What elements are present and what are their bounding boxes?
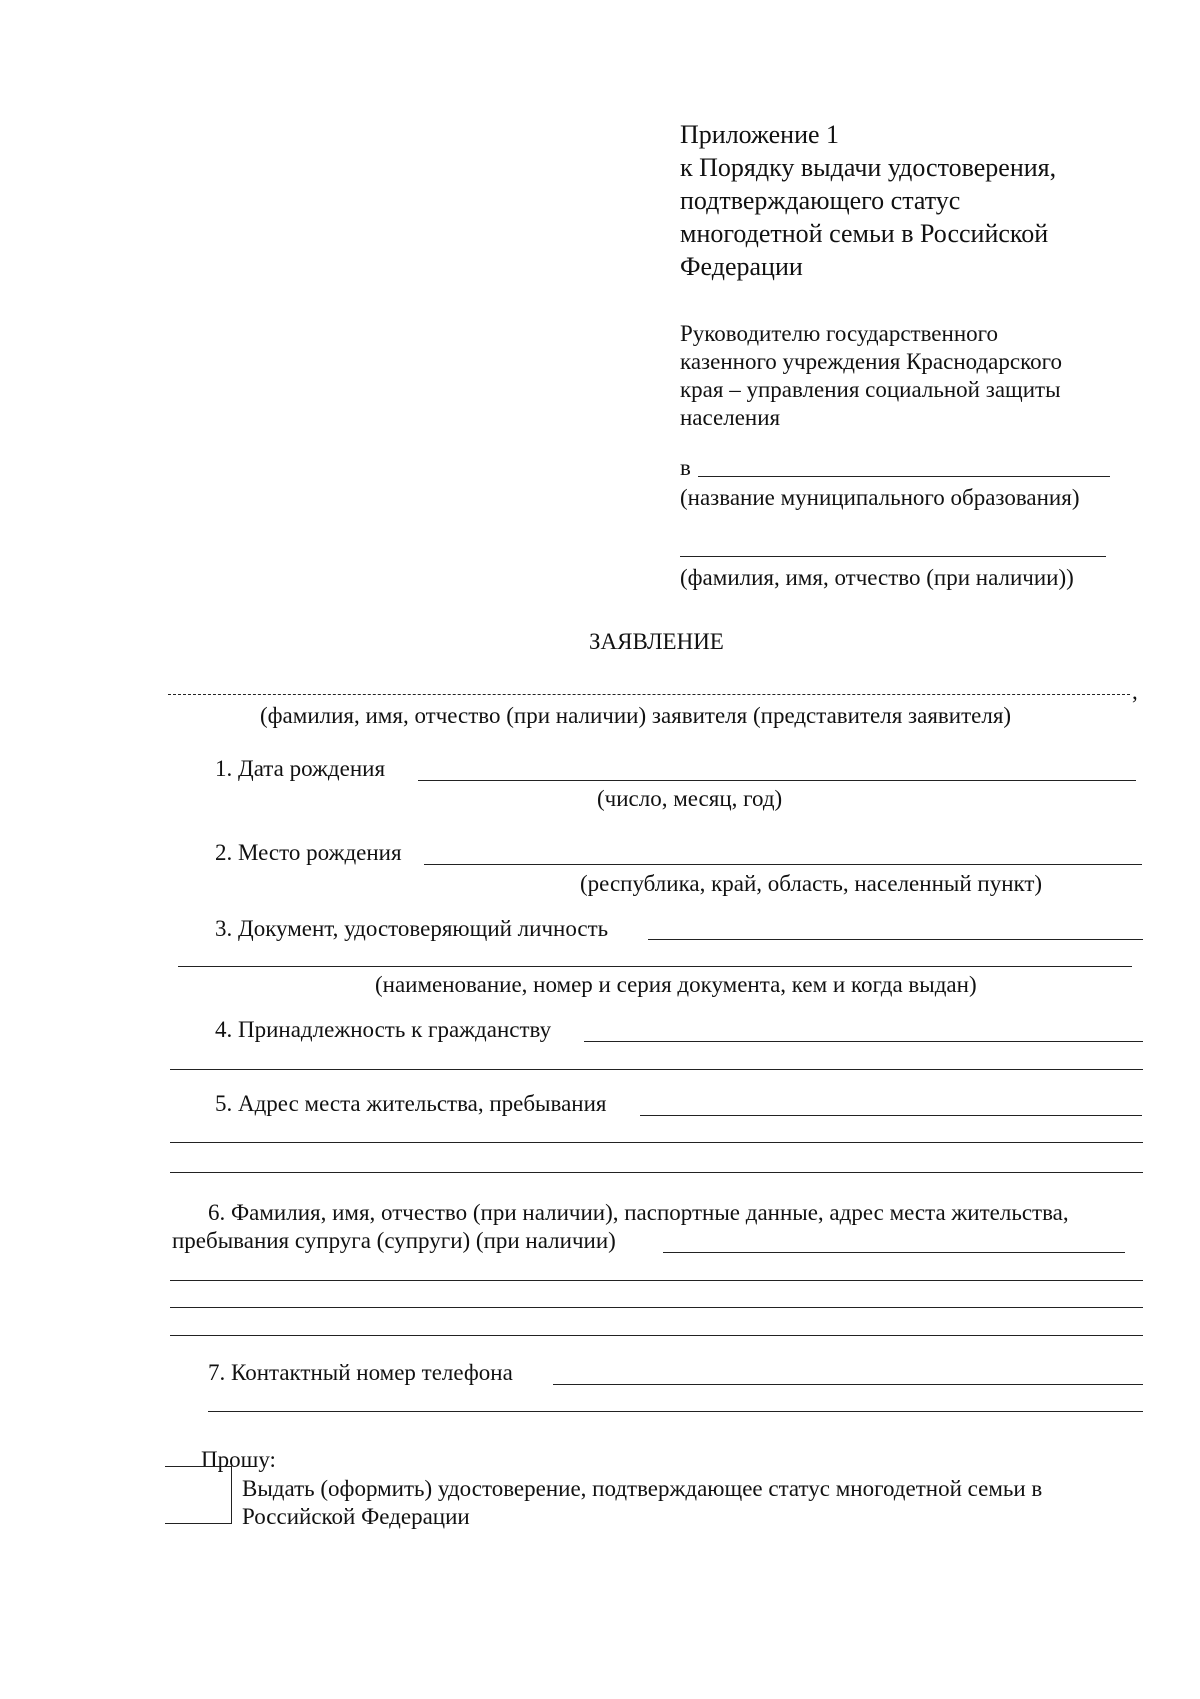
spouse-label-line2: пребывания супруга (супруги) (при наличии) [172,1228,616,1253]
spouse-label-line1: 6. Фамилия, имя, отчество (при наличии), паспортные данные, адрес места жительства, [208,1200,1069,1225]
appendix-line: к Порядку выдачи удостоверения, [680,153,1057,182]
birth-date-field-line[interactable] [418,780,1136,781]
appendix-line: подтверждающего статус [680,186,961,215]
applicant-name-field-line[interactable] [168,694,1130,695]
addressee-name-caption: (фамилия, имя, отчество (при наличии)) [680,565,1074,590]
applicant-caption: (фамилия, имя, отчество (при наличии) заявителя (представителя заявителя) [260,703,1012,728]
address-label: 5. Адрес места жительства, пребывания [215,1091,607,1116]
addressee-line: казенного учреждения Краснодарского [680,349,1062,374]
id-document-field-line-2[interactable] [178,966,1132,967]
spouse-field-line[interactable] [663,1252,1125,1253]
address-field-line[interactable] [640,1115,1142,1116]
birth-date-caption: (число, месяц, год) [597,786,783,811]
comma: , [1132,679,1138,704]
document-title: ЗАЯВЛЕНИЕ [589,629,724,654]
birth-place-caption: (республика, край, область, населенный пункт) [580,871,1043,896]
id-document-caption: (наименование, номер и серия документа, кем и когда выдан) [375,972,977,997]
municipality-field-line[interactable] [698,476,1110,477]
id-document-label: 3. Документ, удостоверяющий личность [215,916,609,941]
citizenship-label: 4. Принадлежность к гражданству [215,1017,552,1042]
address-field-line-3[interactable] [170,1172,1143,1173]
addressee-line: населения [680,405,781,430]
request-checkbox[interactable] [165,1466,232,1524]
municipality-caption: (название муниципального образования) [680,485,1080,510]
address-field-line-2[interactable] [170,1142,1143,1143]
citizenship-field-line-2[interactable] [170,1069,1143,1070]
id-document-field-line[interactable] [648,939,1143,940]
citizenship-field-line[interactable] [584,1041,1143,1042]
addressee-line: Руководителю государственного [680,321,998,346]
in-prefix: в [680,455,691,480]
request-label: Прошу: [201,1447,276,1472]
appendix-line: Приложение 1 [680,120,840,149]
spouse-field-line-2[interactable] [170,1280,1143,1281]
spouse-field-line-3[interactable] [170,1307,1143,1308]
request-option-line2: Российской Федерации [242,1504,470,1529]
phone-field-line[interactable] [553,1384,1143,1385]
phone-field-line-2[interactable] [208,1411,1143,1412]
appendix-line: многодетной семьи в Российской [680,219,1049,248]
phone-label: 7. Контактный номер телефона [208,1360,513,1385]
addressee-line: края – управления социальной защиты [680,377,1061,402]
birth-place-label: 2. Место рождения [215,840,402,865]
birth-date-label: 1. Дата рождения [215,756,386,781]
request-option-line1: Выдать (оформить) удостоверение, подтверждающее статус многодетной семьи в [242,1476,1043,1501]
addressee-name-field-line[interactable] [680,556,1106,557]
birth-place-field-line[interactable] [424,864,1142,865]
appendix-line: Федерации [680,252,803,281]
spouse-field-line-4[interactable] [170,1335,1143,1336]
